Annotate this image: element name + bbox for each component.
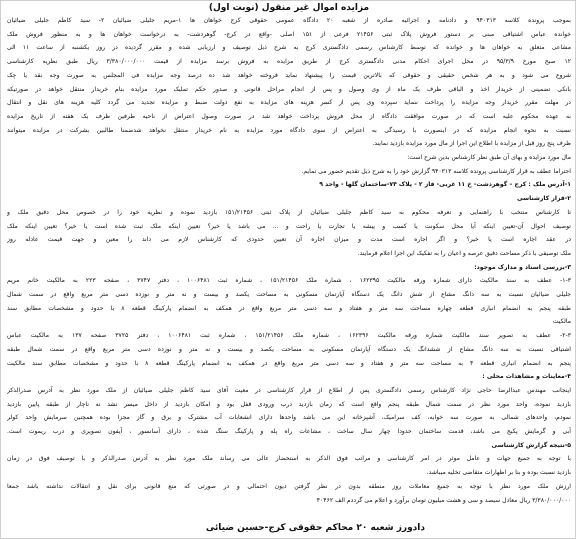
notice-line: خوانده عباس اشتیاقی مبنی بر دستور فروش پلاک ثبتی ۲۱۴۵۶ فرعی از ۱۵۱ اصلی -واقع در کرج- گوهردشت- به درخواست خواهان ها و به منظور فروش ملک xyxy=(7,30,571,38)
notice-line: مشاعی متعلق به خواهان ها و خوانده که توسط کارشناس رسمی دادگستری کرج به شرح ذیل توصیف و ارزیابی شده و مقرر گردیده در روز یکشنبه از ساعت ۱۱ الی xyxy=(7,44,571,52)
notice-line: تا کارشناس منتخب با راهنمایی و تعرفه محکوم به سید کاظم جلیلی ضیائیان از پلاک ثبتی ۱۵۱/۲۱۴۵۶ بازدید نموده و نظریه خود را در خصوص محل دقیق ملک و xyxy=(7,208,571,216)
notice-line: بموجب پرونده کلاسه ۹۴۰۳۱۳ و دادنامه و اجرائیه صادره از شعبه ۲۰ دادگاه عمومی حقوقی کرج خواهان ها ۱-مریم جلیلی ضیائیان ۲- سید کاظم جلیلی ضیائیان xyxy=(7,17,571,24)
notice-line: با توجه به جمیع جهات و عامل موثر در امر کارشناسی و مراتب فوق الذکر به استحضار عالی می رساند ملک مورد نظر به آدرس صدرالذکر و با توصیف فوق در زمان xyxy=(7,455,571,463)
notice-line: ملک توصیفی با ذکر مساحت دقیق عرصه و اعیان را به تفکیک این اجرا اعلام فرمایند. xyxy=(357,249,571,257)
notice-line: نسبت به نحوه انجام مزایده که در اینصورت با رسیدگی به اعتراض از سوی دادگاه مورد مزایده به نام خریدار منتقل نخواهد شدضمنا طالبین بشرکت در مزایده میتوانند xyxy=(7,126,571,134)
notice-line: ۴-معاینات و مشاهدات محلی : xyxy=(482,373,571,381)
notice-line: آبی و گرمایش پکیج می باشد، قدمت ساختمان حدودا چهار سال ساخت ، مشاعات راه پله و پارکینگ سنگ شده ، دارای آسانسور ، آیفون تصویری و درب ریموت است. xyxy=(7,428,571,435)
notice-line: جلیلی ضیائیان نسبت به سه دانگ مشاع از شش دانگ یک دستگاه آپارتمان مسکونی به مساحت یکصد و بیست و نه متر و نوزده دسی متر مربع واقع در سمت شمال xyxy=(7,291,571,298)
notice-line: احتراما عطف به قرار کارشناسی پرونده کلاسه ۹۴۰۳۱۳ گزارش خود را به شرح ذیل تقدیم حضور می نمایم. xyxy=(301,167,571,175)
notice-line: اشتیاقی نسبت به سه دانگ مشاع از ششدانگ یک دستگاه آپارتمان مسکونی به مساحت یکصد و بیست و نه متر و نوزده دسی متر مربع واقع در سمت شمال طبقه xyxy=(7,345,571,353)
notice-line: ظرف پنج روز قبل از مزایده با اطلاع این اجرا از مال مورد مزایده بازدید نمایند. xyxy=(372,140,571,148)
notice-line: ۱-۳- عطف به سند مالکیت دارای شماره ورقه مالکیت ۱۶۲۳۹۵ ، شماره ملک ۱۵۱/۲۱۴۵۶ ، شماره ثبت ۱۰۰۶۴۸۱ ، دفتر ۳۷۴۷ ، صفحه ۲۲۳ به مالکیت خانم مریم xyxy=(7,277,571,285)
notice-line: ۱۲ صبح مورخ ۹۵/۳/۹ در محل اجرای احکام مدنی دادگستری کرج از طریق مزایده به فروش برسد مزایده از قیمت ۳/۳۸۰/۰۰۰/۰۰۰ ریال طبق نظریه کارشناسی xyxy=(7,58,571,66)
notice-line: مالکیت xyxy=(552,318,571,326)
notice-line: بازدید نسبت بوده و بنا بر اظهارات متقاضی تخلیه میباشد. xyxy=(426,469,571,477)
notice-line: طبقه پنجم به انضمام انباری قطعه چهاره مساحت سه متر و هفتاد و سه دسی متر مربع واقع در همکف به انضمام پارکینگ قطعه ۸ با حدود و مشخصات مطابق سند xyxy=(7,304,571,312)
notice-line: ارزش ملک مورد نظر با توجه به جمیع معاملات روز منطقه بدون در نظر گرفتن دیون احتمالی و در صورتی که منع قانونی برای نقل و انتقالات نداشته باشد جمعا xyxy=(7,482,571,490)
notice-line: در مهلت مقرر خریدار وجه مزایده را پرداخت ننماید سپرده وی پس از کسر هزینه های مزایده به نفع دولت ضبط و مزایده تجدید می گردد کلیه هزینه های نقل و انتقال xyxy=(7,99,571,107)
notice-line: اینجانب مهندس عبدالرضا حاجی نژاد کارشناس رسمی دادگستری پس از اطلاع از قرار کارشناسی در معیت آقای سید کاظم جلیلی ضیائیان از ملک مورد نظر به آدرس صدرالذکر xyxy=(7,386,571,394)
notice-line: ۲-۳- عطف به تصویر سند مالکیت شماره ورقه مالکیت ۱۶۲۳۹۶ ، شماره ملک ۱۵۱/۲۱۴۵۶ ، شماره ثبت ۱۰۰۶۴۸۱ ، دفتر ۳۷۲۵ صفحه ۱۳۷ به مالکیت عباس xyxy=(7,332,571,340)
notice-line: شروع می شود و به هر شخص حقیقی و حقوقی که بالاترین قیمت را پیشنهاد نماید فروخته خواهد شد ده درصد وجه مزایده فی المجلس به صورت وجه نقد یا چک xyxy=(7,71,571,79)
notice-line: توصیف احوال آن-تعیین اینکه آیا محل سکونت یا کسب و پیشه یا تجارت یا راحت و ... می باشد یا خیر؟ تعیین اینکه ملک ثبت شده است یا خیر؟ تعیین اینکه ملک xyxy=(7,222,571,230)
notice-line: ۳-بررسی اسناد و مدارک موجود: xyxy=(474,263,571,271)
notice-line: ۳/۳۸۰/۰۰۰/۰۰۰ ریال معادل سیصد و سی و هشت میلیون تومان برآورد و اعلام می گرددم الف ۴۰۴۶۲ xyxy=(316,496,571,504)
notice-line: ۲-قرار کارشناسی xyxy=(516,195,571,203)
notice-line: بانکی تضمینی از خریدار اخذ و الباقی ظرف یک ماه از وی وصول و پس از انجام مراحل قانونی و صدور حکم تملیک مورد مزایده بنام خریدار منتقل خواهد در صورتیکه xyxy=(7,85,571,93)
notice-line: مال مورد مزایده و بهای آن طبق نظر کارشناس بدین شرح است: xyxy=(407,154,571,161)
notice-signature: دادورز شعبه ۲۰ محاکم حقوقی کرج-حسین ضیائی xyxy=(205,523,425,533)
notice-line: به عهده محکوم علیه است که در صورت موافقت دادگاه از محل فروش پرداخت خواهد شد در صورت وصول اعتراض از ناحیه طرفین ظرف یک هفته از تاریخ مزایده xyxy=(7,112,571,120)
notice-line: در عقد اجاره است یا خیر؟ و اگر اجاره است مدت و میزان اجاره آن تعیین حدودی که کارشناس لازم می داند را معین و جهت قیمت عادله روز xyxy=(7,236,571,244)
notice-line: نمودم، واحدهای شمالی به صورت سه خوابه، کف سرامیک، آشپزخانه این می باشد واحدها دارای انشعابات آب مشترک و برق و گاز مجزا بوده همچنین سرمایش واحد کولر xyxy=(7,414,571,422)
notice-line: ۵-نتیجه گزارش کارشناسی xyxy=(491,441,571,449)
notice-line: ۱-آدرس ملک : کرج – گوهردشت- خ ۱۱ غربی- فاز ۲ - پلاک ۷۴-ساختمان گلها - واحد ۹ xyxy=(319,181,571,189)
notice-line: بازدید نموده، واحد مورد نظر در سمت شمال طبقه پنجم واقع است که زمان بازدید درب ورودی قفل بود و امکان بازدید از داخل میسر نشد نه ناچار از طبقه پایین بازدید xyxy=(7,400,571,408)
notice-line: پنجم به انضمام انباری قطعه ۴ به مساحت سه متر و هفتاد و سه دسی متر مربع واقع در همکف به انضمام پارکینگ قطعه ۸ با حدود و مشخصات مطابق سند مالکیت xyxy=(7,359,571,367)
notice-title: مزایده اموال غیر منقول (نوبت اول) xyxy=(208,3,370,13)
